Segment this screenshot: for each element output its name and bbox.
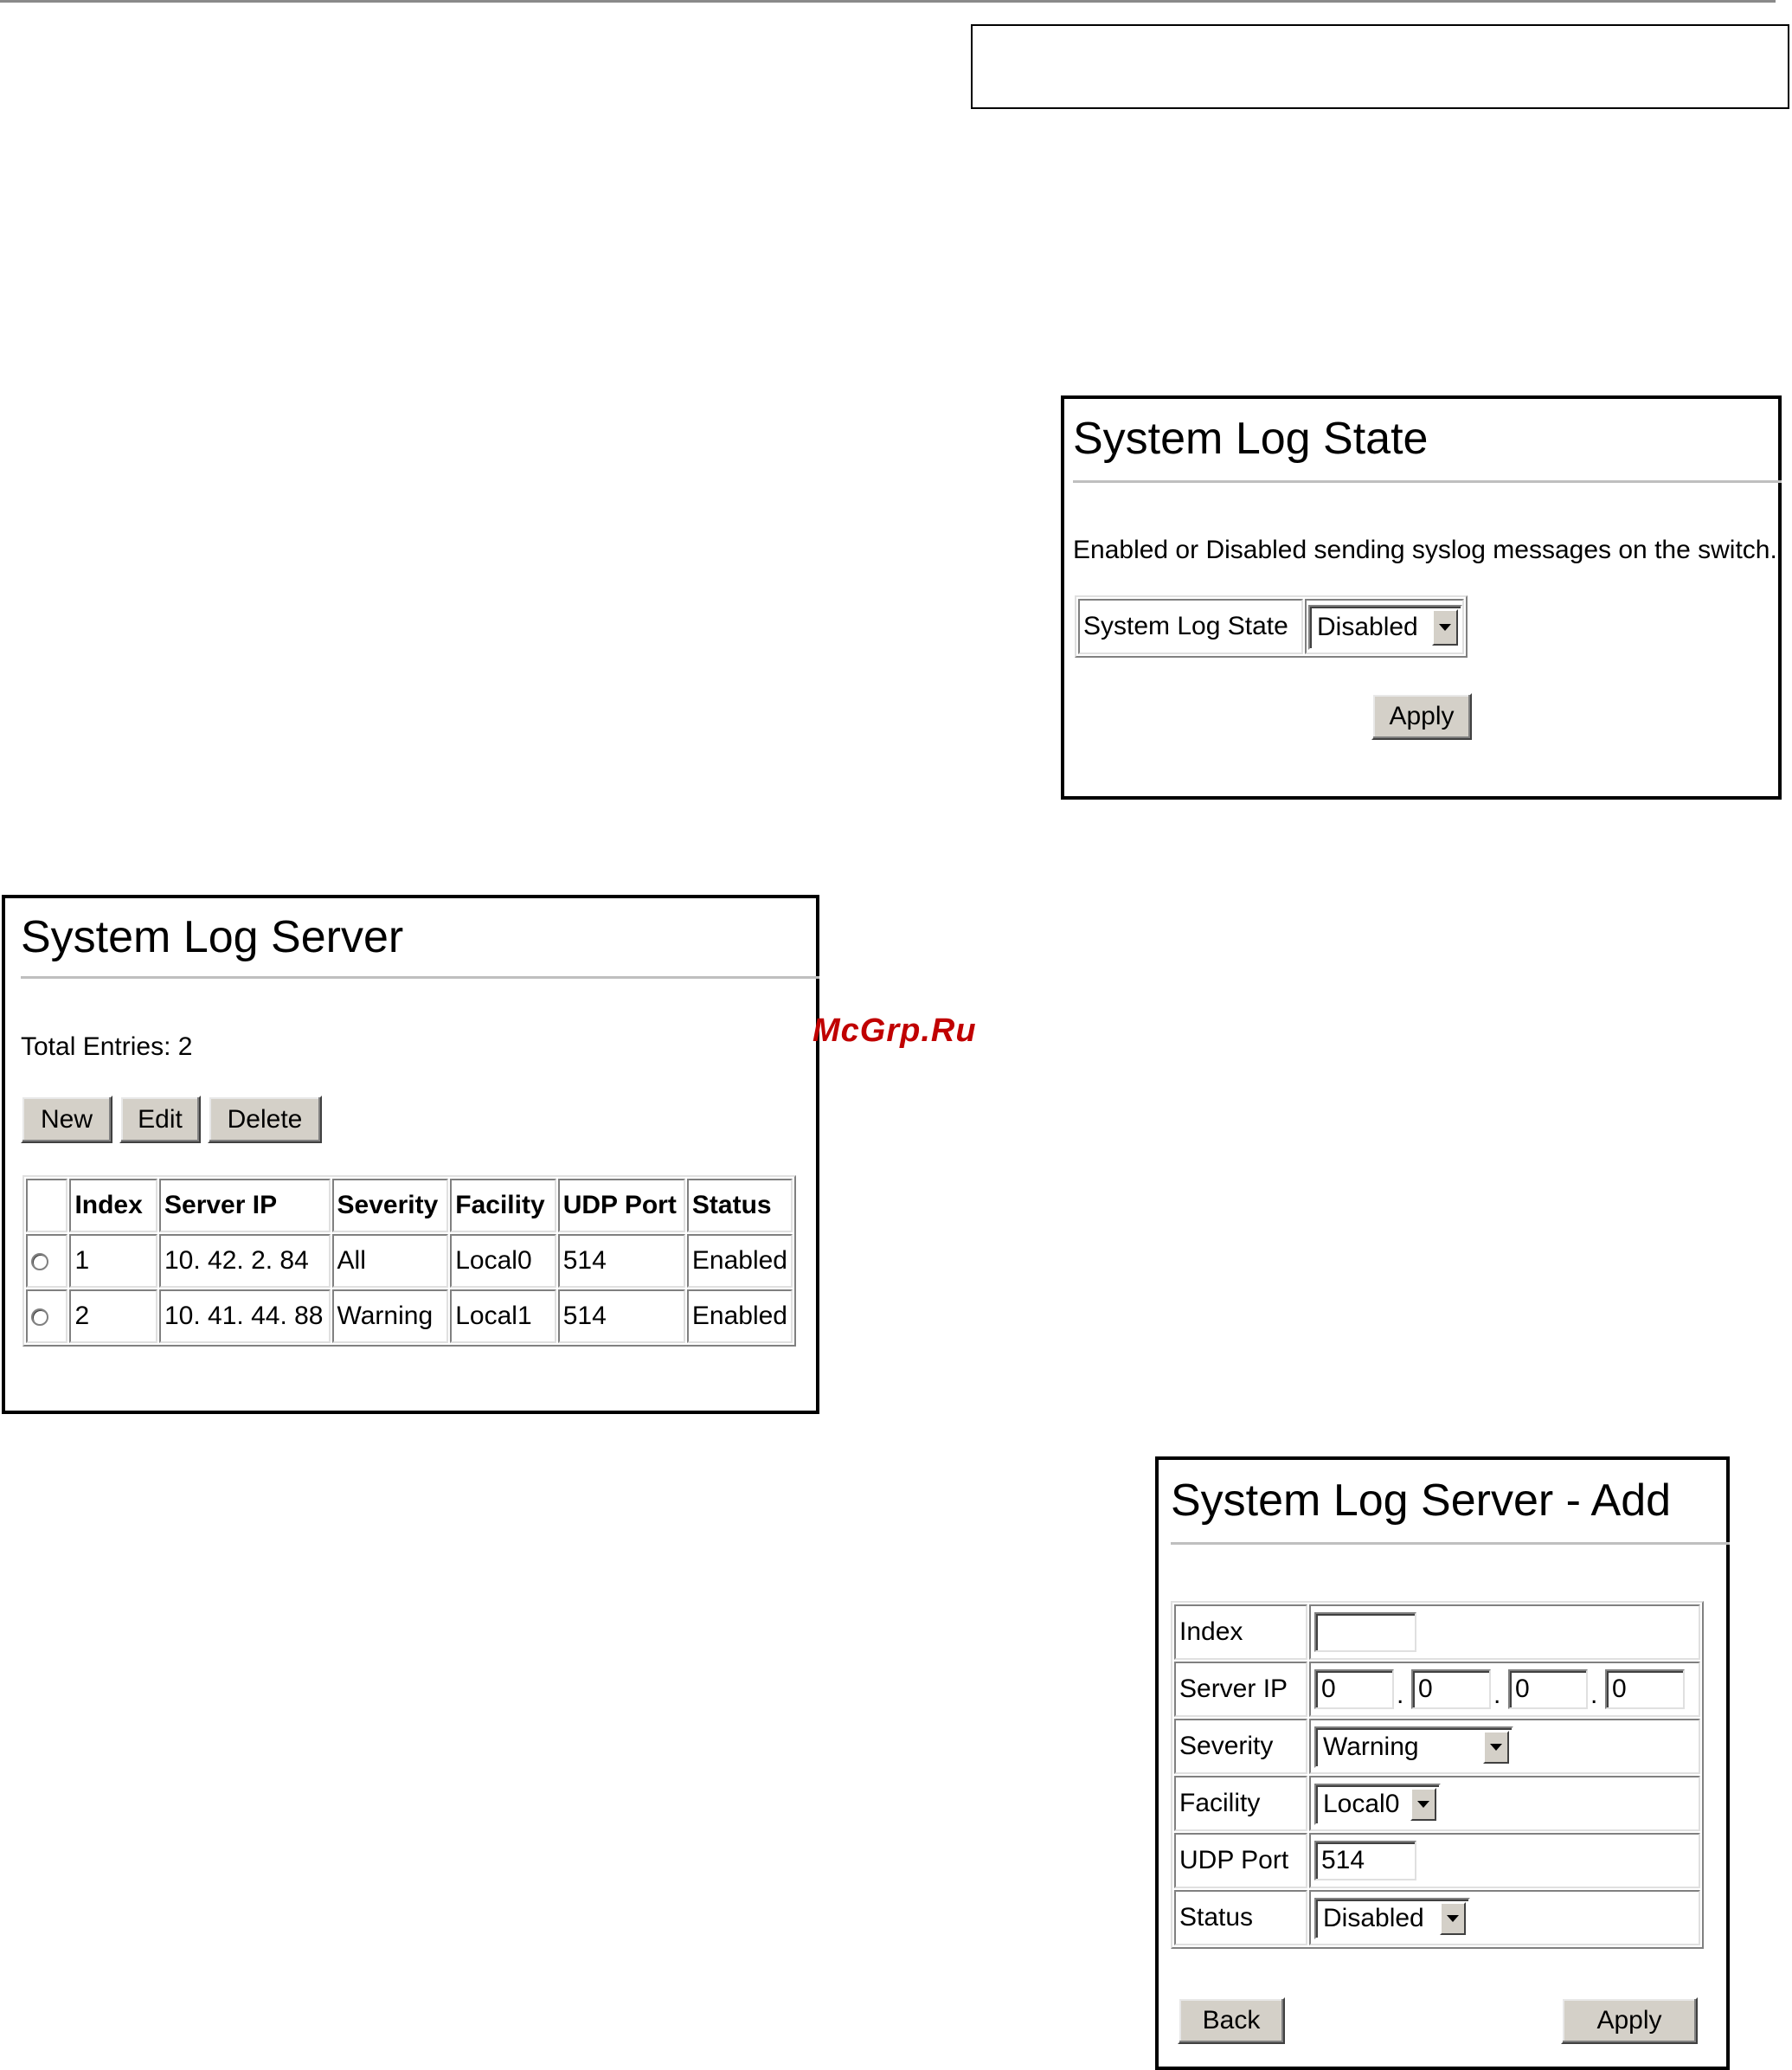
server-ip-cell [1309,1662,1700,1717]
cell-status: Enabled [687,1234,793,1288]
table-row [1078,599,1464,654]
system-log-state-panel [1061,395,1782,800]
description-text: Enabled or Disabled sending syslog messages on the switch. [1073,536,1777,564]
ip-separator: . [1397,1681,1404,1709]
form-row-severity [1174,1719,1700,1774]
index-cell [1309,1604,1700,1660]
back-button[interactable]: Back [1178,1997,1285,2044]
system-log-state-select[interactable] [1308,605,1462,650]
column-header-server-ip: Server IP [159,1179,331,1232]
form-row-server-ip [1174,1662,1700,1717]
column-header-index: Index [69,1179,157,1232]
apply-button[interactable]: Apply [1371,693,1472,740]
ip-octet-3-input[interactable] [1508,1669,1588,1709]
field-label: System Log State [1078,599,1303,654]
top-divider [0,0,1776,3]
chevron-down-icon [1483,1731,1509,1764]
udp-port-cell [1309,1833,1700,1888]
form-row-udp-port [1174,1833,1700,1888]
ip-separator: . [1590,1681,1598,1709]
cell-severity: All [332,1234,449,1288]
chevron-down-icon [1432,609,1458,646]
select-value: Disabled [1317,613,1418,641]
panel-title: System Log State [1073,414,1429,464]
select-column-header [26,1179,67,1232]
facility-cell [1309,1776,1700,1831]
cell-server-ip: 10. 42. 2. 84 [159,1234,331,1288]
severity-label: Severity [1174,1719,1307,1774]
row-select-cell [26,1234,67,1288]
cell-facility: Local0 [450,1234,556,1288]
ip-octet-4-input[interactable] [1605,1669,1685,1709]
column-header-udp-port: UDP Port [558,1179,685,1232]
status-select[interactable] [1314,1898,1470,1939]
title-divider [21,976,819,979]
cell-udp-port: 514 [558,1234,685,1288]
system-log-server-panel [2,895,819,1414]
cell-udp-port: 514 [558,1289,685,1343]
status-label: Status [1174,1890,1307,1945]
delete-button[interactable]: Delete [208,1096,322,1143]
cell-severity: Warning [332,1289,449,1343]
row-radio[interactable] [31,1308,48,1326]
column-header-severity: Severity [332,1179,449,1232]
form-row-index [1174,1604,1700,1660]
select-value: Local0 [1323,1790,1400,1818]
udp-port-label: UDP Port [1174,1833,1307,1888]
select-value: Disabled [1323,1904,1424,1932]
panel-title: System Log Server [21,912,404,962]
facility-select[interactable] [1314,1784,1441,1825]
edit-button[interactable]: Edit [119,1096,201,1143]
severity-cell [1309,1719,1700,1774]
cell-server-ip: 10. 41. 44. 88 [159,1289,331,1343]
column-header-status: Status [687,1179,793,1232]
cell-status: Enabled [687,1289,793,1343]
chevron-down-icon [1440,1902,1466,1935]
server-table [22,1175,796,1347]
column-header-facility: Facility [450,1179,556,1232]
table-header-row [26,1179,793,1232]
form-row-facility [1174,1776,1700,1831]
apply-button[interactable]: Apply [1561,1997,1698,2044]
empty-frame [971,24,1789,109]
ip-octet-1-input[interactable] [1314,1669,1394,1709]
state-table [1075,595,1468,658]
cell-index: 2 [69,1289,157,1343]
total-entries: Total Entries: 2 [21,1032,193,1061]
cell-facility: Local1 [450,1289,556,1343]
ip-octet-2-input[interactable] [1411,1669,1491,1709]
index-label: Index [1174,1604,1307,1660]
severity-select[interactable] [1314,1726,1513,1768]
add-form-table [1171,1601,1704,1949]
table-row[interactable] [26,1289,793,1343]
title-divider [1073,480,1782,483]
system-log-server-add-panel [1155,1456,1730,2070]
cell-index: 1 [69,1234,157,1288]
panel-title: System Log Server - Add [1171,1475,1672,1526]
row-radio[interactable] [31,1253,48,1270]
field-cell [1305,599,1464,654]
chevron-down-icon [1410,1788,1436,1821]
row-select-cell [26,1289,67,1343]
title-divider [1171,1542,1730,1545]
status-cell [1309,1890,1700,1945]
watermark: McGrp.Ru [813,1012,977,1049]
udp-port-input[interactable] [1314,1841,1416,1880]
new-button[interactable]: New [21,1096,112,1143]
select-value: Warning [1323,1732,1419,1761]
ip-separator: . [1493,1681,1501,1709]
form-row-status [1174,1890,1700,1945]
server-ip-label: Server IP [1174,1662,1307,1717]
facility-label: Facility [1174,1776,1307,1831]
table-row[interactable] [26,1234,793,1288]
index-input[interactable] [1314,1612,1416,1652]
